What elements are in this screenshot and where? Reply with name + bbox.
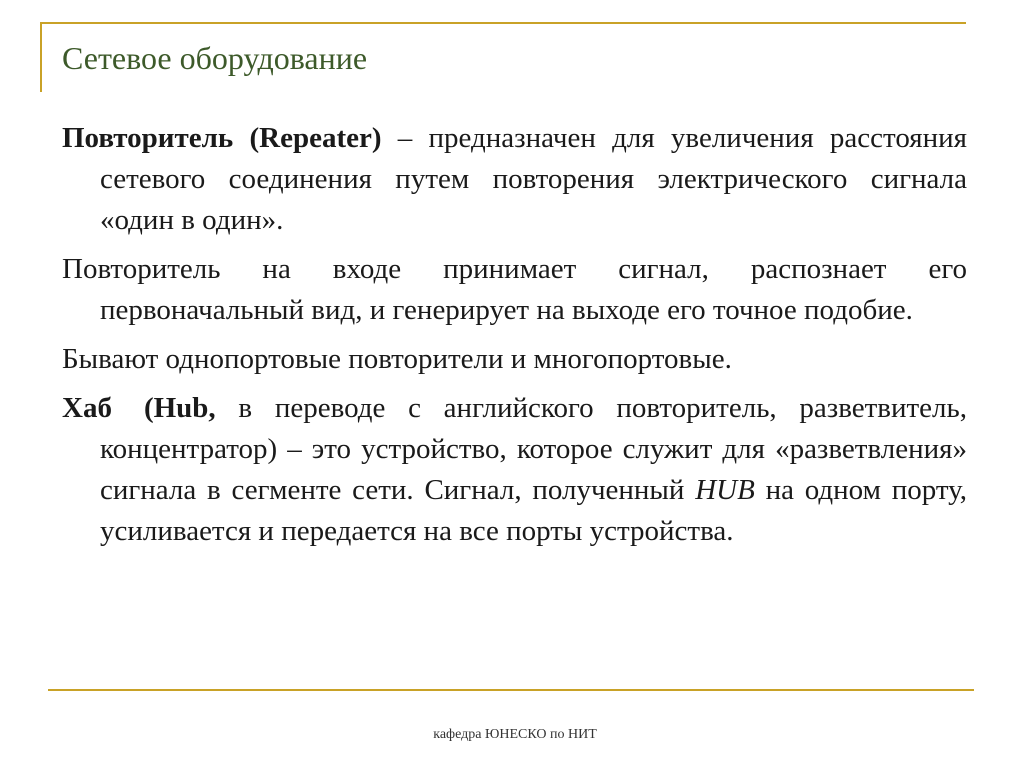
paragraph-repeater-function [62,249,967,331]
term-repeater-en: (Repeater) [249,122,382,154]
left-accent-line [40,22,42,92]
hub-definition-start: в переводе с английского повторитель, разветвитель, концентратор) – это устройство, которое служит для «разветвления» сигнала в сегменте сети. Сигнал, полученный [100,392,967,506]
slide-title: Сетевое оборудование [62,40,368,76]
footer-divider [48,689,974,691]
hub-definition-end: на одном порту, усиливается и передается на все порты устройства. [100,474,967,547]
paragraph-repeater-types [62,339,967,380]
paragraph-hub [62,388,967,552]
top-accent-line [42,22,966,24]
repeater-types-text: Бывают однопортовые повторители и многопортовые. [62,343,732,375]
term-hub: Хаб [62,392,112,424]
paragraph-repeater [62,118,967,241]
footer-text: кафедра ЮНЕСКО по НИТ [433,727,597,742]
repeater-function-text: Повторитель на входе принимает сигнал, распознает его первоначальный вид, и генерирует на выходе его точное подобие. [62,253,967,326]
hub-italic-term: HUB [695,474,755,506]
slide-body [62,118,967,560]
term-repeater: Повторитель [62,122,234,154]
repeater-definition: – предназначен для увеличения расстояния сетевого соединения путем повторения электрического сигнала «один в один». [100,122,967,236]
term-hub-en: (Hub, [143,392,216,424]
